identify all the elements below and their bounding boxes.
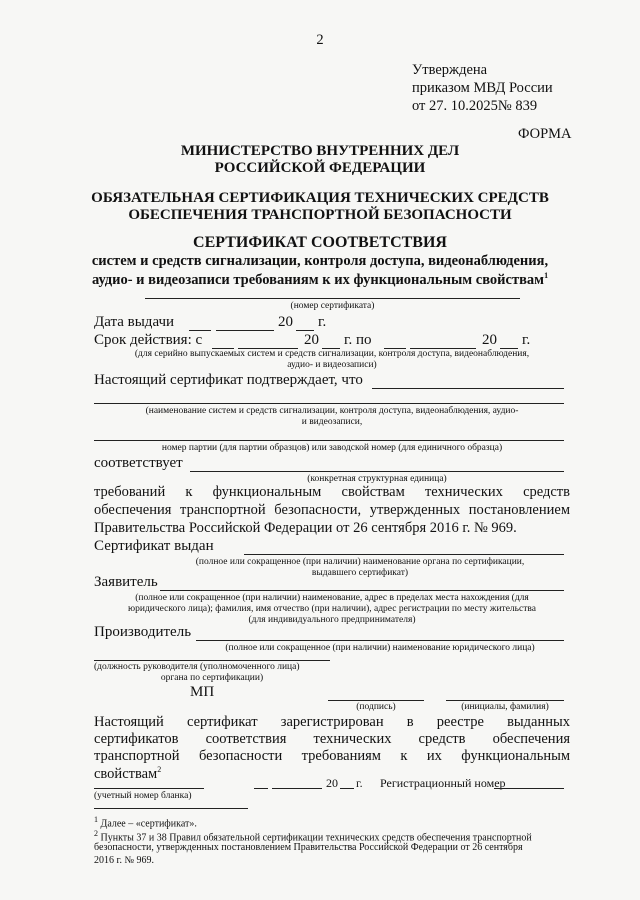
confirms-field[interactable] (372, 388, 564, 389)
applicant-label: Заявитель (94, 574, 158, 590)
footnote-separator (94, 808, 248, 809)
requirements-line-2: обеспечения транспортной безопасности, утвержденных постановлением (94, 502, 570, 518)
approval-line-1: Утверждена (412, 62, 488, 78)
manufacturer-label: Производитель (94, 624, 192, 640)
certificate-subtitle-1: систем и средств сигнализации, контроля доступа, видеонаблюдения, (91, 253, 549, 269)
cert-number-caption: (номер сертификата) (290, 301, 375, 311)
approval-line-2: приказом МВД России (412, 80, 553, 96)
issue-day-field[interactable] (189, 330, 211, 331)
initials-caption: (инициалы, фамилия) (461, 702, 549, 712)
stamp-label: МП (190, 684, 215, 700)
head-position-field[interactable] (94, 660, 330, 661)
certificate-title: СЕРТИФИКАТ СООТВЕТСТВИЯ (193, 234, 447, 251)
cert-number-line[interactable] (145, 298, 520, 299)
footnote-1: $^1$ Далее – «сертификат». (94, 815, 197, 830)
footnote-2-line-3: 2016 г. № 969. (94, 855, 155, 866)
certification-line-2: ОБЕСПЕЧЕНИЯ ТРАНСПОРТНОЙ БЕЗОПАСНОСТИ (128, 207, 512, 223)
issue-year-field[interactable] (296, 330, 314, 331)
issue-year-suffix: г. (318, 314, 327, 330)
footnote-2-line-2: безопасности, утвержденных постановлением Правительства Российской Федерации от 26 сентября (94, 842, 523, 853)
applicant-field[interactable] (160, 590, 564, 591)
issued-by-label: Сертификат выдан (94, 538, 214, 554)
systems-field[interactable] (94, 403, 564, 404)
registered-line-4: свойствам$^2$ (94, 765, 162, 782)
applicant-caption-1: (полное или сокращенное (при наличии) наименование, адрес в пределах места нахождения (для (135, 593, 529, 603)
issue-year-prefix: 20 (278, 314, 293, 330)
head-caption-2: органа по сертификации) (160, 673, 264, 683)
reg-day-field[interactable] (254, 788, 268, 789)
validity-to-year-prefix: 20 (482, 332, 497, 348)
initials-field[interactable] (446, 700, 564, 701)
reg-number-label: Регистрационный номер (380, 776, 506, 790)
manufacturer-field[interactable] (196, 640, 564, 641)
issued-by-caption-1: (полное или сокращенное (при наличии) наименование органа по сертификации, (195, 557, 525, 567)
requirements-line-3: Правительства Российской Федерации от 26 сентября 2016 г. № 969. (94, 520, 517, 536)
issued-by-field[interactable] (244, 554, 564, 555)
issue-date-label: Дата выдачи (94, 314, 175, 330)
reg-month-field[interactable] (272, 788, 322, 789)
blank-number-caption: (учетный номер бланка) (94, 791, 192, 801)
reg-year-prefix: 20 (326, 776, 338, 790)
systems-caption-1: (наименование систем и средств сигнализации, контроля доступа, видеонаблюдения, аудио- (145, 406, 519, 416)
batch-field[interactable] (94, 440, 564, 441)
validity-to-year-suffix: г. (522, 332, 531, 348)
complies-field[interactable] (190, 471, 564, 472)
issued-by-caption-2: выдавшего сертификат) (311, 568, 409, 578)
registered-line-1: Настоящий сертификат зарегистрирован в реестре выданных (94, 714, 570, 730)
reg-number-field[interactable] (494, 788, 564, 789)
confirms-label: Настоящий сертификат подтверждает, что (94, 372, 363, 388)
head-caption-1: (должность руководителя (уполномоченного лица) (94, 662, 300, 672)
reg-year-field[interactable] (340, 788, 354, 789)
validity-caption-2: аудио- и видеозаписи) (287, 360, 377, 370)
footnote-2-line-1: $^2$ Пункты 37 и 38 Правил обязательной сертификации технических средств обеспечения транспортной (94, 829, 532, 844)
requirements-line-1: требований к функциональным свойствам технических средств (94, 484, 570, 500)
form-label: ФОРМА (518, 126, 572, 142)
validity-to-label: г. по (344, 332, 372, 348)
complies-label: соответствует (94, 455, 183, 471)
certification-line-1: ОБЯЗАТЕЛЬНАЯ СЕРТИФИКАЦИЯ ТЕХНИЧЕСКИХ СРЕДСТВ (91, 190, 549, 206)
signature-field[interactable] (328, 700, 424, 701)
applicant-caption-3: (для индивидуального предпринимателя) (248, 615, 416, 625)
validity-caption-1: (для серийно выпускаемых систем и средств сигнализации, контроля доступа, видеонаблюдения, (134, 349, 530, 359)
reg-year-suffix: г. (356, 776, 363, 790)
batch-caption: номер партии (для партии образцов) или заводской номер (для единичного образца) (161, 443, 503, 453)
validity-label: Срок действия: с (94, 332, 203, 348)
blank-number-field[interactable] (94, 788, 204, 789)
unit-caption: (конкретная структурная единица) (307, 474, 447, 484)
page-number: 2 (316, 32, 324, 48)
applicant-caption-2: юридического лица); фамилия, имя отчество (при наличии), адрес регистрации по месту жительства (128, 604, 536, 614)
registered-line-2: сертификатов соответствия технических средств обеспечения (94, 731, 570, 747)
registered-line-3: транспортной безопасности требованиям к их функциональным (94, 748, 570, 764)
issue-month-field[interactable] (216, 330, 274, 331)
manufacturer-caption: (полное или сокращенное (при наличии) наименование юридического лица) (225, 643, 535, 653)
signature-caption: (подпись) (356, 702, 396, 712)
systems-caption-2: и видеозаписи, (301, 417, 363, 427)
ministry-line-1: МИНИСТЕРСТВО ВНУТРЕННИХ ДЕЛ (180, 143, 460, 159)
validity-from-year-prefix: 20 (304, 332, 319, 348)
ministry-line-2: РОССИЙСКОЙ ФЕДЕРАЦИИ (214, 160, 426, 176)
certificate-subtitle-2: аудио- и видеозаписи требованиям к их функциональным свойствам$^1$ (91, 271, 549, 288)
approval-line-3: от 27. 10.2025№ 839 (412, 98, 538, 114)
